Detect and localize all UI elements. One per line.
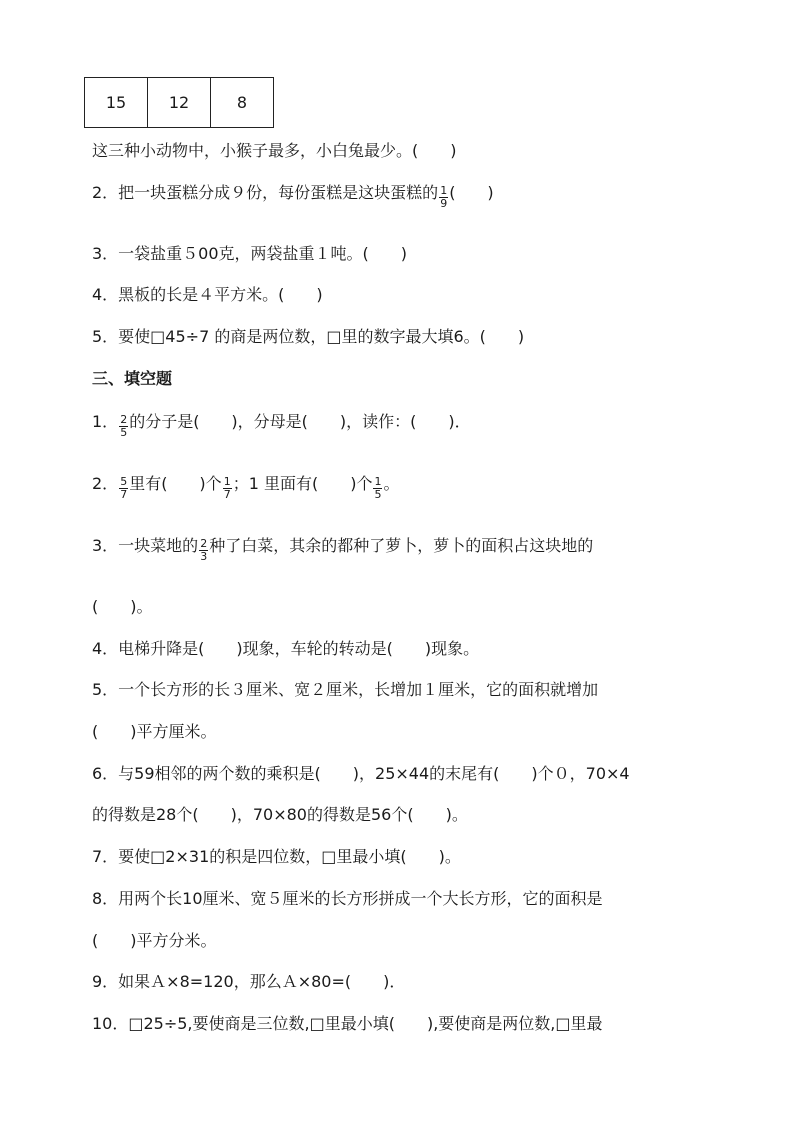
fill-question-8: 8．用两个长10厘米、宽５厘米的长方形拼成一个大长方形，它的面积是 <box>92 889 603 908</box>
judge-question-2 <box>92 181 494 210</box>
question-number: 2． <box>92 474 119 493</box>
fraction-numerator: 2 <box>200 537 208 550</box>
fill-question-1 <box>92 410 471 439</box>
section-heading: 三、填空题 <box>92 369 173 388</box>
fill-question-4: 4．电梯升降是( )现象，车轮的转动是( )现象。 <box>92 639 480 658</box>
fraction <box>439 185 448 210</box>
fraction-numerator: 1 <box>223 475 231 488</box>
fill-question-9: 9．如果Ａ×8=120，那么Ａ×80=( )． <box>92 972 406 991</box>
table-row <box>85 78 274 128</box>
fill-question-10: 10．□25÷5,要使商是三位数,□里最小填( ),要使商是两位数,□里最 <box>92 1014 603 1033</box>
fraction-denominator: 3 <box>200 550 208 563</box>
table-cell: 12 <box>148 78 211 128</box>
question-text: 3．一块菜地的 <box>92 536 199 555</box>
fill-question-5-continued: ( )平方厘米。 <box>92 722 217 741</box>
table-cell: 15 <box>85 78 148 128</box>
fill-question-3-continued: ( )。 <box>92 597 153 616</box>
fraction <box>223 476 232 501</box>
fraction-denominator: 7 <box>120 488 128 501</box>
fraction-numerator: 2 <box>120 413 128 426</box>
judge-question-3: 3．一袋盐重５00克，两袋盐重１吨。( ) <box>92 244 408 263</box>
table-cell: 8 <box>211 78 274 128</box>
judge-question-5: 5．要使□45÷7 的商是两位数，□里的数字最大填6。( ) <box>92 327 525 346</box>
fraction <box>199 538 208 563</box>
fraction <box>119 414 128 439</box>
question-text: 。 <box>383 474 400 493</box>
fill-question-7: 7．要使□2×31的积是四位数，□里最小填( )。 <box>92 847 461 866</box>
question-text: ；1 里面有( )个 <box>232 474 373 493</box>
fraction-numerator: 1 <box>440 184 448 197</box>
judge-question-1-statement: 这三种小动物中，小猴子最多，小白兔最少。( ) <box>92 141 457 160</box>
fraction-numerator: 1 <box>374 475 382 488</box>
fraction <box>373 476 382 501</box>
fraction-denominator: 7 <box>223 488 231 501</box>
fraction-denominator: 5 <box>120 426 128 439</box>
judge-question-4: 4．黑板的长是４平方米。( ) <box>92 285 323 304</box>
fill-question-6: 6．与59相邻的两个数的乘积是( )，25×44的末尾有( )个０，70×4 <box>92 764 630 783</box>
question-text: 2．把一块蛋糕分成９份，每份蛋糕是这块蛋糕的 <box>92 183 439 202</box>
question-text: 里有( )个 <box>129 474 222 493</box>
question-number: 1． <box>92 412 119 431</box>
fraction-numerator: 5 <box>120 475 128 488</box>
fill-question-6-continued: 的得数是28个( )，70×80的得数是56个( )。 <box>92 805 468 824</box>
question-text: 的分子是( )，分母是( )，读作：( )． <box>129 412 471 431</box>
animal-count-table <box>84 77 274 128</box>
fill-question-2 <box>92 472 400 501</box>
fill-question-3 <box>92 534 594 563</box>
fraction-denominator: 5 <box>374 488 382 501</box>
fill-question-5: 5．一个长方形的长３厘米、宽２厘米，长增加１厘米，它的面积就增加 <box>92 680 599 699</box>
fill-question-8-continued: ( )平方分米。 <box>92 931 217 950</box>
fraction-denominator: 9 <box>440 197 448 210</box>
answer-blank: ( ) <box>449 183 494 202</box>
question-text: 种了白菜，其余的都种了萝卜，萝卜的面积占这块地的 <box>209 536 594 555</box>
fraction <box>119 476 128 501</box>
